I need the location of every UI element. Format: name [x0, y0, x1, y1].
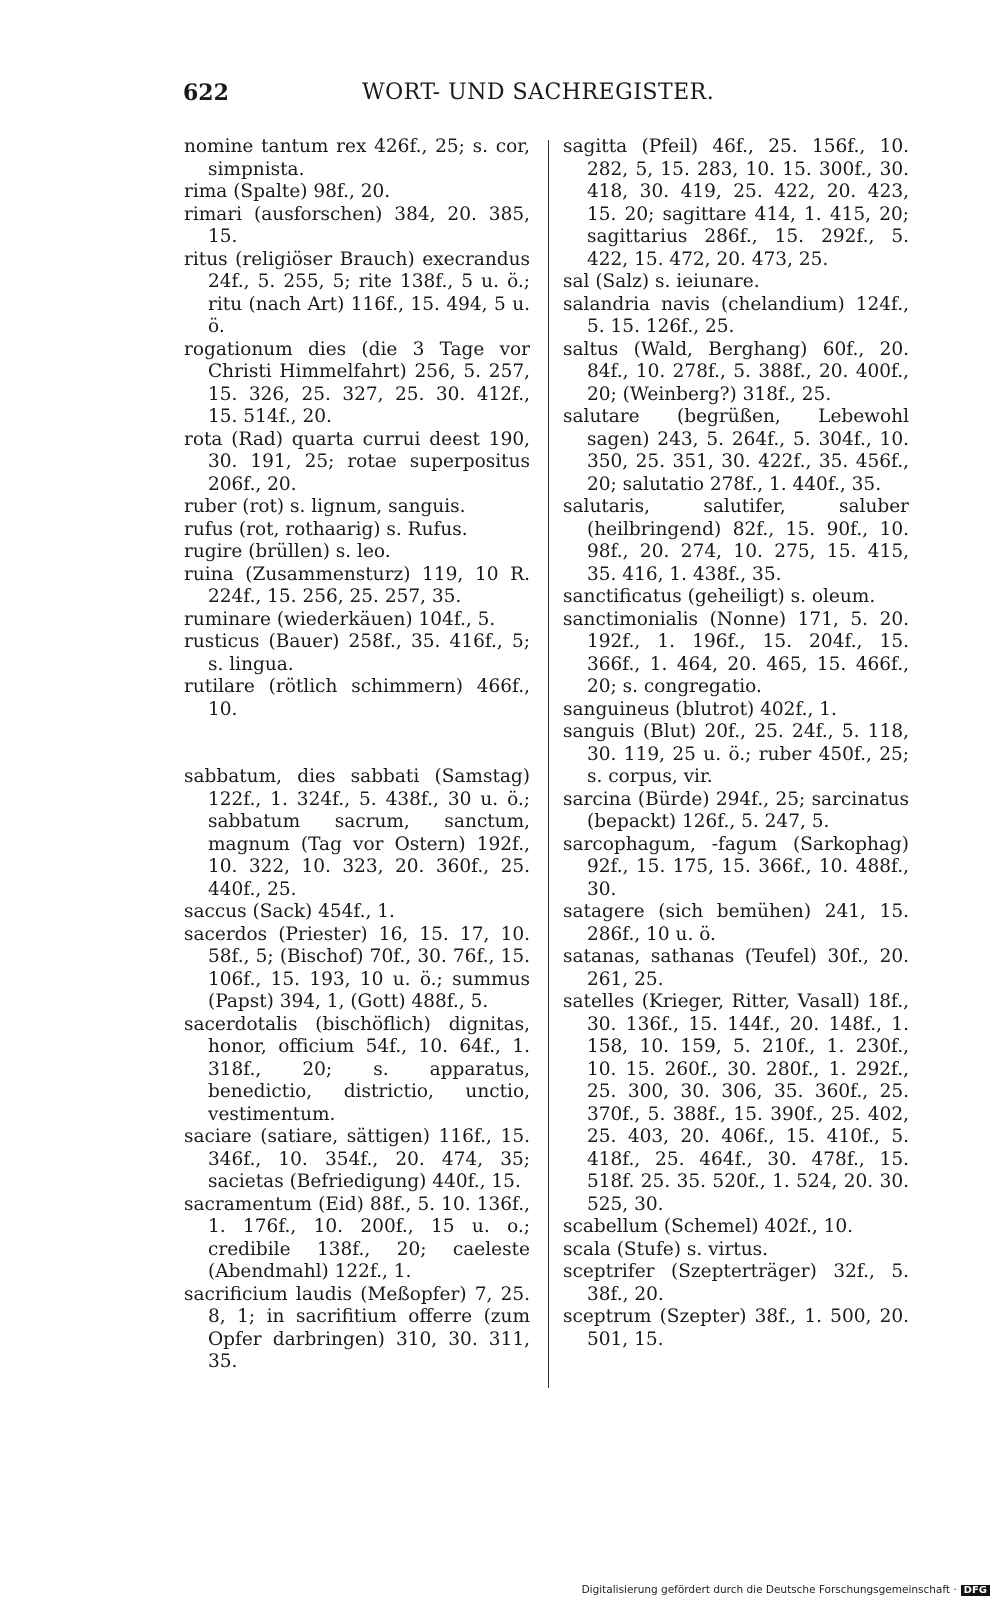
index-entry: sarcina (Bürde) 294f., 25; sarcinatus (bepackt) 126f., 5. 247, 5. [563, 788, 909, 832]
index-entry: rusticus (Bauer) 258f., 35. 416f., 5; s. lingua. [184, 631, 530, 675]
index-entry: ritus (religiöser Brauch) execrandus 24f., 5. 255, 5; rite 138f., 5 u. ö.; ritu (nach Art) 116f., 15. 494, 5 u. ö. [184, 248, 530, 337]
index-entry: rufus (rot, rothaarig) s. Rufus. [184, 518, 468, 540]
index-entry: sanguineus (blutrot) 402f., 1. [563, 698, 837, 720]
index-entry: sacerdos (Priester) 16, 15. 17, 10. 58f., 5; (Bischof) 70f., 30. 76f., 15. 106f., 15. 193, 10 u. ö.; summus (Papst) 394, 1, (Gott) 488f., 5. [184, 923, 530, 1012]
index-entry: sacerdotalis (bischöflich) dignitas, honor, officium 54f., 10. 64f., 1. 318f., 20; s. apparatus, benedictio, districtio, unctio, vestimentum. [184, 1013, 530, 1125]
index-entry: saccus (Sack) 454f., 1. [184, 901, 395, 922]
index-entry: sal (Salz) s. ieiunare. [563, 271, 760, 292]
right-column [563, 136, 909, 1351]
running-title: WORT- UND SACHREGISTER. [362, 80, 715, 105]
index-entry: salutaris, salutifer, saluber (heilbringend) 82f., 15. 90f., 10. 98f., 20. 274, 10. 275, 15. 415, 35. 416, 1. 438f., 35. [563, 496, 909, 585]
page-number: 622 [183, 80, 229, 106]
index-entry: sceptrifer (Szepterträger) 32f., 5. 38f., 20. [563, 1261, 909, 1305]
index-entry: nomine tantum rex 426f., 25; s. cor, simpnista. [184, 136, 530, 180]
left-column [184, 136, 530, 1374]
index-entry: sagitta (Pfeil) 46f., 25. 156f., 10. 282, 5, 15. 283, 10. 15. 300f., 30. 418, 30. 419, 25. 422, 20. 423, 15. 20; sagittare 414, 1. 415, 20; sagittarius 286f., 15. 292f., 5. 422, 15. 472, 20. 473, 25. [563, 136, 909, 270]
index-entry: satagere (sich bemühen) 241, 15. 286f., 10 u. ö. [563, 901, 909, 945]
section-gap [184, 721, 530, 766]
index-entry: rugire (brüllen) s. leo. [184, 541, 391, 562]
index-entry: sanctificatus (geheiligt) s. oleum. [563, 586, 876, 607]
index-entry: sceptrum (Szepter) 38f., 1. 500, 20. 501, 15. [563, 1306, 909, 1350]
index-entry: sacramentum (Eid) 88f., 5. 10. 136f., 1. 176f., 10. 200f., 15 u. o.; credibile 138f., 20; caeleste (Abendmahl) 122f., 1. [184, 1193, 530, 1282]
index-entry: saciare (satiare, sättigen) 116f., 15. 346f., 10. 354f., 20. 474, 35; sacietas (Befriedigung) 440f., 15. [184, 1126, 530, 1192]
index-entry: sarcophagum, -fagum (Sarkophag) 92f., 15. 175, 15. 366f., 10. 488f., 30. [563, 833, 909, 900]
index-entry: sabbatum, dies sabbati (Samstag) 122f., 1. 324f., 5. 438f., 30 u. ö.; sabbatum sacrum, sanctum, magnum (Tag vor Ostern) 192f., 10. 322, 10. 323, 20. 360f., 25. 440f., 25. [184, 766, 530, 900]
index-entry: ruina (Zusammensturz) 119, 10 R. 224f., 15. 256, 25. 257, 35. [184, 563, 530, 607]
index-entry: sanctimonialis (Nonne) 171, 5. 20. 192f., 1. 196f., 15. 204f., 15. 366f., 1. 464, 20. 465, 15. 466f., 20; s. congregatio. [563, 608, 909, 697]
index-entry: rimari (ausforschen) 384, 20. 385, 15. [184, 203, 530, 247]
index-entry: sacrificium laudis (Meßopfer) 7, 25. 8, 1; in sacrifitium offerre (zum Opfer darbringen) 310, 30. 311, 35. [184, 1283, 530, 1372]
index-entry: sanguis (Blut) 20f., 25. 24f., 5. 118, 30. 119, 25 u. ö.; ruber 450f., 25; s. corpus, vir. [563, 721, 909, 787]
footer [582, 1584, 990, 1596]
index-entry: rima (Spalte) 98f., 20. [184, 181, 391, 202]
footer-credit: Digitalisierung gefördert durch die Deutsche Forschungsgemeinschaft · [581, 1584, 957, 1596]
dfg-logo: DFG [961, 1585, 990, 1596]
index-entry: rogationum dies (die 3 Tage vor Christi Himmelfahrt) 256, 5. 257, 15. 326, 25. 327, 25. 30. 412f., 15. 514f., 20. [184, 338, 530, 427]
index-entry: satelles (Krieger, Ritter, Vasall) 18f., 30. 136f., 15. 144f., 20. 148f., 1. 158, 10. 159, 5. 210f., 1. 230f., 10. 15. 260f., 30. 280f., 1. 292f., 25. 300, 30. 306, 35. 360f., 25. 370f., 5. 388f., 15. 390f., 25. 402, 25. 403, 20. 406f., 15. 410f., 5. 418f., 25. 464f., 30. 478f., 15. 518f. 25. 35. 520f., 1. 524, 20. 30. 525, 30. [563, 991, 909, 1215]
index-entry: scabellum (Schemel) 402f., 10. [563, 1216, 854, 1237]
index-entry: rota (Rad) quarta currui deest 190, 30. 191, 25; rotae superpositus 206f., 20. [184, 428, 530, 495]
index-entry: rutilare (rötlich schimmern) 466f., 10. [184, 676, 530, 720]
index-entry: salutare (begrüßen, Lebewohl sagen) 243, 5. 264f., 5. 304f., 10. 350, 25. 351, 30. 422f., 35. 456f., 20; salutatio 278f., 1. 440f., 35. [563, 406, 909, 495]
index-entry: salandria navis (chelandium) 124f., 5. 15. 126f., 25. [563, 293, 909, 337]
index-entry: scala (Stufe) s. virtus. [563, 1238, 769, 1260]
index-entry: satanas, sathanas (Teufel) 30f., 20. 261, 25. [563, 946, 909, 990]
index-entry: ruminare (wiederkäuen) 104f., 5. [184, 608, 496, 630]
column-divider [548, 140, 549, 1388]
index-entry: ruber (rot) s. lignum, sanguis. [184, 496, 466, 517]
index-entry: saltus (Wald, Berghang) 60f., 20. 84f., 10. 278f., 5. 388f., 20. 400f., 20; (Weinberg?) 318f., 25. [563, 338, 909, 405]
